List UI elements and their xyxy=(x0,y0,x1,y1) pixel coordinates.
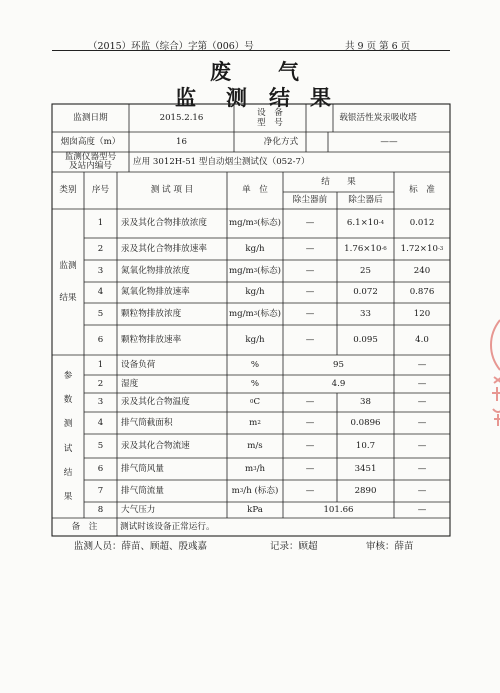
row-before: — xyxy=(305,243,315,254)
row-standard xyxy=(394,303,450,325)
row-before: — xyxy=(305,334,315,345)
row-item: 汞及其化合物温度 xyxy=(121,397,190,408)
instrument-label-line2: 及站内编号 xyxy=(69,161,112,171)
row-standard-base: 1.72×10 xyxy=(400,243,438,254)
param-label-char: 参 xyxy=(63,370,73,381)
device-label-line1: 设 备 xyxy=(257,107,283,118)
row-standard-base: 0.876 xyxy=(409,287,435,298)
row-unit-tail: (标态) xyxy=(257,265,282,276)
row-item: 汞及其化合物流速 xyxy=(121,440,190,451)
row-unit-tail: (标态) xyxy=(257,308,282,319)
row-value: 4.9 xyxy=(331,378,346,389)
row-item: 汞及其化合物排放速率 xyxy=(121,243,207,254)
row-after: 10.7 xyxy=(355,440,376,451)
row-item: 氮氧化物排放速率 xyxy=(121,287,190,298)
row-standard: — xyxy=(417,359,427,370)
device-model: 载银活性炭汞吸收塔 xyxy=(339,112,417,123)
row-after: 2890 xyxy=(354,485,377,496)
row-unit-base: mg/m xyxy=(228,218,254,229)
row-unit xyxy=(227,502,283,518)
row-before: — xyxy=(305,463,315,474)
row-after xyxy=(337,260,394,282)
row-after-base: 0.072 xyxy=(353,287,378,298)
col-category: 类别 xyxy=(59,185,77,196)
row-standard xyxy=(394,282,450,303)
row-after-base: 0.095 xyxy=(353,334,378,345)
chimney-label: 烟囱高度（m） xyxy=(60,136,121,147)
title-char: 气 xyxy=(278,59,299,84)
title-char: 测 xyxy=(226,85,247,110)
row-value: 95 xyxy=(333,359,344,370)
row-after xyxy=(337,325,394,355)
row-standard xyxy=(394,260,450,282)
row-unit-base: m xyxy=(249,417,258,428)
row-item: 大气压力 xyxy=(121,504,156,515)
row-unit-base: mg/m xyxy=(228,308,254,319)
row-seq: 2 xyxy=(97,243,104,254)
row-standard: — xyxy=(417,378,427,389)
param-label-char: 果 xyxy=(63,492,73,503)
row-unit xyxy=(227,393,283,412)
instrument-label xyxy=(52,152,129,172)
report-number: （2015）环监（综合）字第（006）号 xyxy=(88,41,254,52)
row-seq: 5 xyxy=(97,440,104,451)
row-item: 排气筒截面积 xyxy=(121,417,173,428)
monitor-label-line2: 结果 xyxy=(59,293,77,303)
row-unit-base: % xyxy=(250,359,260,370)
row-after xyxy=(337,282,394,303)
row-unit-sup: 3 xyxy=(253,267,258,274)
row-before: — xyxy=(305,308,315,319)
instrument-label-line1: 监测仪器型号 xyxy=(64,151,117,162)
row-standard-sup: -3 xyxy=(437,245,444,252)
row-seq: 8 xyxy=(97,504,104,515)
row-unit-sup: 3 xyxy=(253,465,257,472)
row-after-sup: -4 xyxy=(378,220,385,227)
row-seq: 7 xyxy=(97,485,104,496)
param-group-label xyxy=(52,355,84,518)
col-unit: 单 位 xyxy=(242,185,268,196)
page-info: 共 9 页 第 6 页 xyxy=(345,41,411,52)
row-item: 颗粒物排放浓度 xyxy=(121,308,182,319)
purify-method: —— xyxy=(380,136,398,147)
monitor-staff: 监测人员：薛苗、顾超、殷彧嘉 xyxy=(74,541,208,553)
row-unit-tail: /h (标态) xyxy=(243,485,279,496)
row-seq: 4 xyxy=(97,287,104,298)
col-item: 测 试 项 目 xyxy=(150,185,194,196)
row-unit-sup: 0 xyxy=(249,399,254,406)
row-standard-base: 4.0 xyxy=(415,334,429,345)
row-seq: 2 xyxy=(97,378,104,389)
row-unit xyxy=(227,282,283,303)
row-standard: — xyxy=(417,504,427,515)
row-item: 颗粒物排放速率 xyxy=(121,334,182,345)
col-result: 结 果 xyxy=(321,176,356,187)
row-unit-base: % xyxy=(250,378,260,389)
row-unit-base: kg/h xyxy=(245,287,265,298)
row-unit xyxy=(227,303,283,325)
device-label xyxy=(234,104,306,132)
title-char: 监 xyxy=(175,85,196,110)
row-seq: 6 xyxy=(97,463,104,474)
row-item: 湿度 xyxy=(121,378,139,389)
instrument-value: 应用 3012H-51 型自动烟尘测试仪（052-7） xyxy=(133,156,310,167)
monitor-label-line1: 监测 xyxy=(59,260,77,271)
row-after xyxy=(337,238,394,260)
row-unit-base: m/s xyxy=(247,440,263,451)
row-unit xyxy=(227,260,283,282)
row-standard: — xyxy=(417,397,427,408)
row-after-sup: -6 xyxy=(381,245,387,252)
row-item: 排气筒风量 xyxy=(121,463,164,474)
row-before: — xyxy=(305,440,315,451)
chimney-height: 16 xyxy=(176,136,187,147)
title-char: 废 xyxy=(210,59,231,84)
recorder: 记录：顾超 xyxy=(270,541,318,553)
row-unit xyxy=(227,412,283,434)
col-seq: 序号 xyxy=(91,185,110,196)
row-item: 排气筒流量 xyxy=(121,485,164,496)
row-standard-base: 0.012 xyxy=(409,218,435,229)
row-unit-sup: 3 xyxy=(239,487,244,494)
row-item: 氮氧化物排放浓度 xyxy=(121,265,190,276)
col-after: 除尘器后 xyxy=(348,195,383,206)
row-unit-base: m xyxy=(244,463,254,474)
row-after-base: 6.1×10 xyxy=(346,218,379,229)
row-before: — xyxy=(305,417,315,428)
row-unit-sup: 3 xyxy=(253,220,258,227)
row-standard xyxy=(394,209,450,238)
row-unit xyxy=(227,458,283,480)
row-after xyxy=(337,209,394,238)
row-standard xyxy=(394,325,450,355)
device-label-line2: 型 号 xyxy=(257,118,283,128)
row-item: 汞及其化合物排放浓度 xyxy=(121,218,207,229)
row-seq: 3 xyxy=(97,397,104,408)
row-unit-tail: C xyxy=(253,397,261,408)
row-unit-base: kg/h xyxy=(245,334,265,345)
row-seq: 3 xyxy=(97,265,104,276)
row-after: 3451 xyxy=(354,463,377,474)
row-seq: 4 xyxy=(97,417,104,428)
remarks-text: 测试时该设备正常运行。 xyxy=(120,521,215,532)
title-char: 结 xyxy=(269,85,290,110)
row-unit xyxy=(227,375,283,393)
param-label-char: 结 xyxy=(63,467,73,478)
row-unit-sup: 2 xyxy=(257,419,261,426)
row-unit xyxy=(227,325,283,355)
param-label-char: 数 xyxy=(63,394,73,405)
row-unit xyxy=(227,209,283,238)
purify-label: 净化方式 xyxy=(263,136,299,147)
monitor-date: 2015.2.16 xyxy=(159,112,204,123)
row-seq: 5 xyxy=(97,308,104,319)
reviewer: 审核：薛苗 xyxy=(366,541,414,553)
row-unit-tail: /h xyxy=(256,463,266,474)
row-standard: — xyxy=(417,417,427,428)
row-before: — xyxy=(305,287,315,298)
row-unit-base: kPa xyxy=(247,504,263,515)
row-unit-base: mg/m xyxy=(228,265,254,276)
row-unit-base: m xyxy=(231,485,240,496)
row-after: 0.0896 xyxy=(350,417,381,428)
monitor-group-label xyxy=(52,209,84,355)
row-before: — xyxy=(305,265,315,276)
row-before: — xyxy=(305,485,315,496)
row-standard: — xyxy=(417,440,427,451)
row-after: 38 xyxy=(360,397,371,408)
remarks-label: 备 注 xyxy=(71,521,98,532)
header-rule xyxy=(52,50,450,51)
row-value: 101.66 xyxy=(323,504,354,515)
row-item: 设备负荷 xyxy=(121,359,156,370)
row-unit xyxy=(227,434,283,458)
row-standard-base: 120 xyxy=(413,308,431,319)
row-seq: 1 xyxy=(97,218,104,229)
title-char: 果 xyxy=(310,85,331,110)
row-unit-sup: 3 xyxy=(253,310,258,317)
row-standard-base: 240 xyxy=(413,265,431,276)
row-unit-tail: (标态) xyxy=(257,218,282,229)
row-seq: 1 xyxy=(97,359,104,370)
row-unit xyxy=(227,480,283,502)
row-seq: 6 xyxy=(97,334,104,345)
seal-stamp-icon xyxy=(480,315,500,435)
row-unit xyxy=(227,355,283,375)
row-before: — xyxy=(305,218,315,229)
row-standard: — xyxy=(417,463,427,474)
date-label: 监测日期 xyxy=(73,112,108,123)
row-after-base: 25 xyxy=(360,265,371,276)
row-standard xyxy=(394,238,450,260)
row-standard: — xyxy=(417,485,427,496)
row-after-base: 33 xyxy=(360,308,371,319)
param-label-char: 测 xyxy=(63,419,73,430)
row-unit-base: kg/h xyxy=(245,243,265,254)
row-after-base: 1.76×10 xyxy=(344,243,382,254)
row-before: — xyxy=(305,397,315,408)
param-label-char: 试 xyxy=(63,443,73,454)
col-standard: 标 准 xyxy=(409,185,435,196)
row-unit xyxy=(227,238,283,260)
row-after xyxy=(337,303,394,325)
col-before: 除尘器前 xyxy=(292,195,328,206)
